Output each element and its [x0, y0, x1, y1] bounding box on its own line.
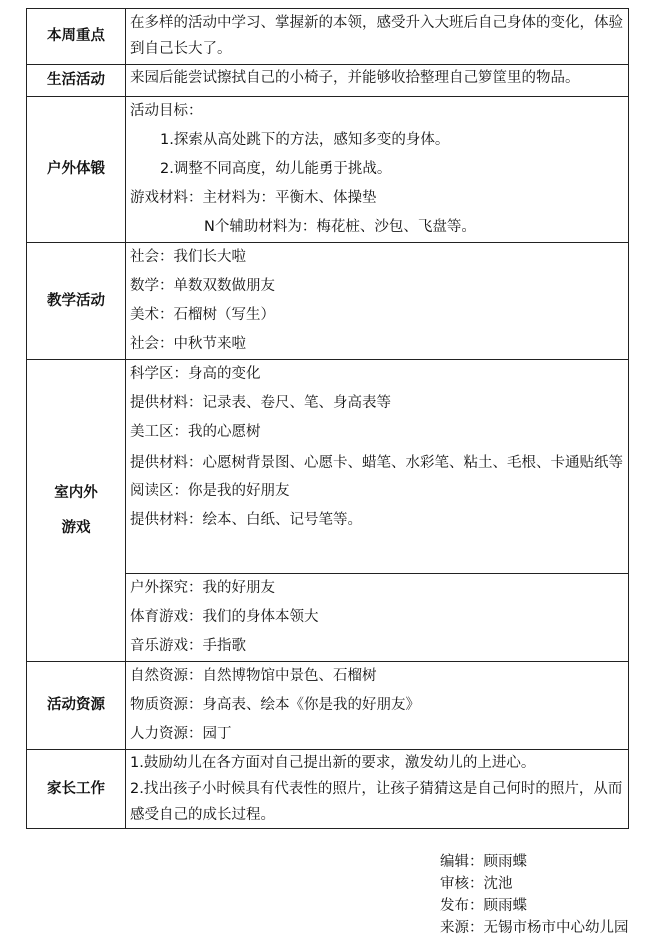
label-parent-work: 家长工作: [27, 750, 126, 829]
credit-reviewer: 审核：沈池: [440, 876, 513, 892]
label-activity-resources: 活动资源: [27, 662, 126, 750]
outdoor-game-item: 体育游戏：我们的身体本领大: [130, 609, 319, 625]
indoor-game-item: 美工区：我的心愿树: [130, 424, 261, 440]
teaching-item: 美术：石榴树（写生）: [130, 307, 275, 323]
content-life-activity: [126, 65, 629, 97]
label-outdoor-exercise: 户外体锻: [27, 97, 126, 243]
outdoor-main-materials: 游戏材料：主材料为：平衡木、体操垫: [130, 190, 377, 206]
resource-item: 物质资源：身高表、绘本《你是我的好朋友》: [130, 697, 420, 713]
parent-work-item-2: 2.找出孩子小时候具有代表性的照片，让孩子猜猜这是自己何时的照片，从而感受自己的成长过程。: [130, 781, 623, 823]
outdoor-goal-1: 1.探索从高处跳下的方法，感知多变的身体。: [160, 132, 450, 148]
outdoor-aux-materials: N个辅助材料为：梅花桩、沙包、飞盘等。: [204, 219, 476, 235]
label-teaching-activity: 教学活动: [27, 243, 126, 360]
credit-publisher: 发布：顾雨蝶: [440, 898, 527, 914]
row-outdoor-exercise: [27, 97, 629, 243]
life-activity-text: 来园后能尝试擦拭自己的小椅子，并能够收拾整理自己箩筐里的物品。: [130, 70, 580, 86]
label-life-activity: 生活活动: [27, 65, 126, 97]
resource-item: 自然资源：自然博物馆中景色、石榴树: [130, 668, 377, 684]
weekly-focus-text: 在多样的活动中学习、掌握新的本领，感受升入大班后自己身体的变化，体验到自己长大了。: [130, 15, 623, 57]
label-indoor-outdoor-games: [27, 360, 126, 662]
parent-work-item-1: 1.鼓励幼儿在各方面对自己提出新的要求，激发幼儿的上进心。: [130, 755, 536, 771]
indoor-game-item: 提供材料：心愿树背景图、心愿卡、蜡笔、水彩笔、粘土、毛根、卡通贴纸等: [130, 455, 623, 471]
content-parent-work: [126, 750, 629, 829]
credit-source: 来源：无锡市杨市中心幼儿园: [440, 920, 629, 936]
row-teaching-activity: [27, 243, 629, 360]
content-indoor-games: [126, 360, 629, 574]
indoor-game-item: 提供材料：记录表、卷尺、笔、身高表等: [130, 395, 391, 411]
credit-editor: 编辑：顾雨蝶: [440, 854, 527, 870]
games-label-line-1: 室内外: [54, 484, 98, 501]
credits-footer: [440, 851, 629, 939]
teaching-item: 社会：中秋节来啦: [130, 336, 246, 352]
content-outdoor-exercise: [126, 97, 629, 243]
teaching-item: 社会：我们长大啦: [130, 249, 246, 265]
indoor-game-item: 阅读区：你是我的好朋友: [130, 483, 290, 499]
content-activity-resources: [126, 662, 629, 750]
weekly-plan-table: [26, 8, 629, 829]
content-weekly-focus: [126, 9, 629, 65]
row-life-activity: [27, 65, 629, 97]
content-teaching-activity: [126, 243, 629, 360]
teaching-item: 数学：单数双数做朋友: [130, 278, 275, 294]
indoor-game-item: 科学区：身高的变化: [130, 366, 261, 382]
outdoor-game-item: 音乐游戏：手指歌: [130, 638, 246, 654]
outdoor-goal-2: 2.调整不同高度，幼儿能勇于挑战。: [160, 161, 392, 177]
indoor-game-item: 提供材料：绘本、白纸、记号笔等。: [130, 512, 362, 528]
row-parent-work: [27, 750, 629, 829]
outdoor-goal-title: 活动目标：: [130, 103, 203, 119]
row-weekly-focus: [27, 9, 629, 65]
outdoor-game-item: 户外探究：我的好朋友: [130, 580, 275, 596]
content-outdoor-games: [126, 574, 629, 662]
row-indoor-outdoor-games: [27, 360, 629, 574]
row-activity-resources: [27, 662, 629, 750]
label-weekly-focus: 本周重点: [27, 9, 126, 65]
games-label-line-2: 游戏: [61, 519, 91, 536]
resource-item: 人力资源：园丁: [130, 726, 232, 742]
